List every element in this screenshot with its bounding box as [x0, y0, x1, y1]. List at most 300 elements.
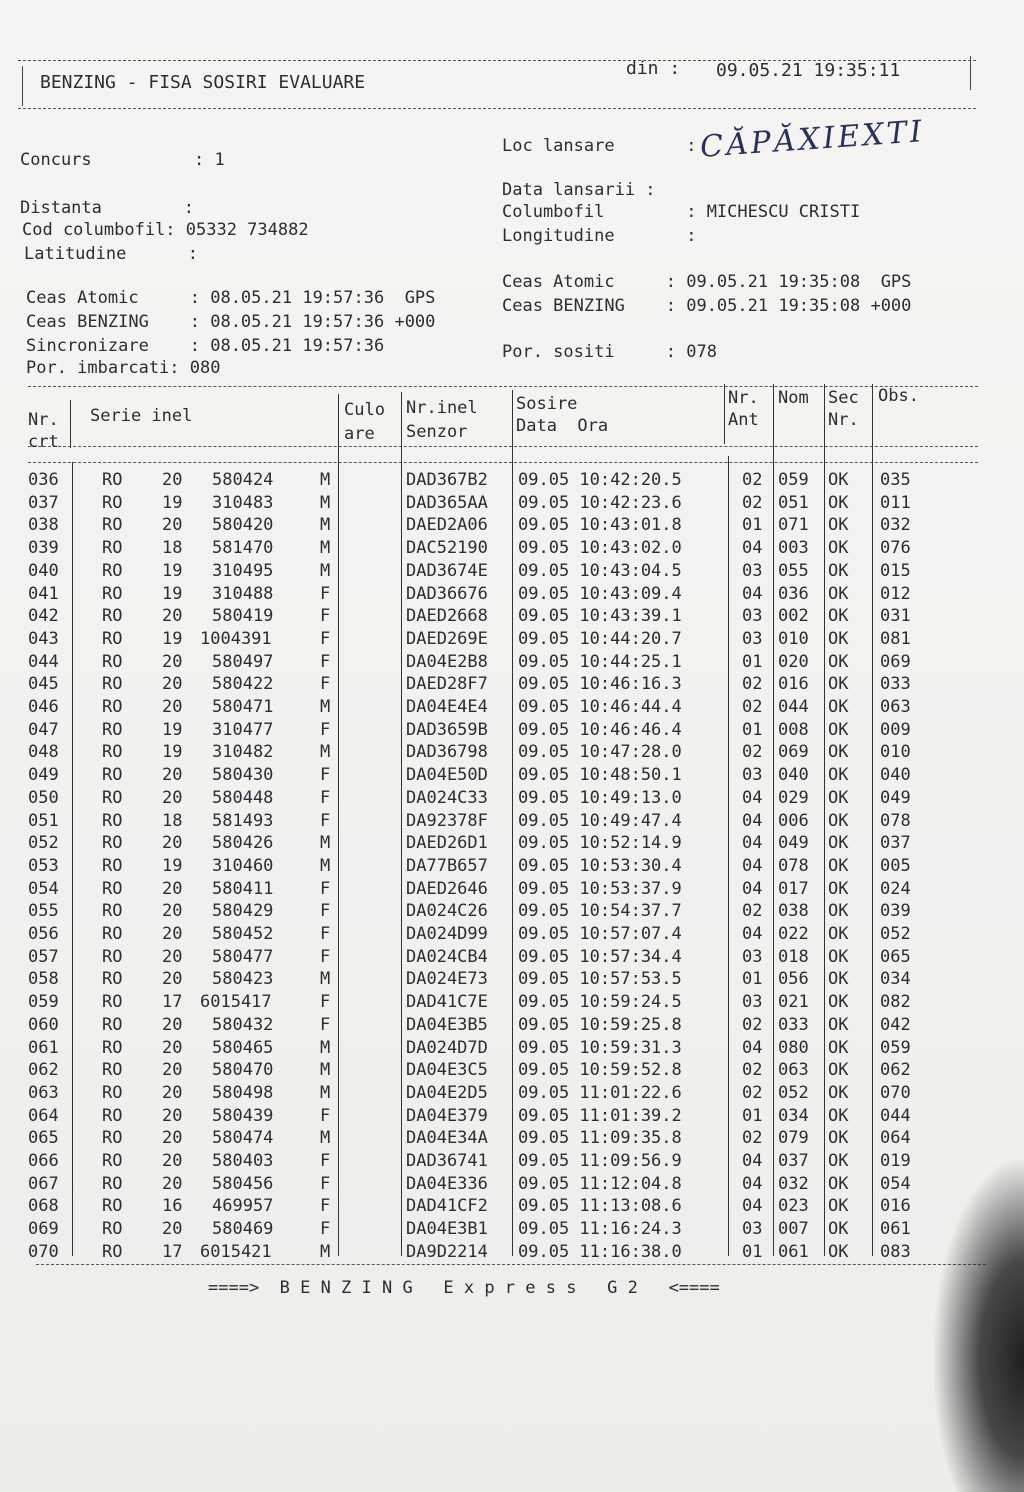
cell-ring: 580465: [212, 1037, 274, 1058]
cell-nr: 065: [28, 1128, 59, 1149]
cell-ant: 02: [742, 492, 763, 513]
cell-ant: 04: [742, 924, 763, 944]
cell-year: 20: [162, 651, 183, 672]
cell-ring: 580470: [212, 1060, 274, 1081]
cell-sec: OK: [828, 878, 849, 899]
cell-ring: 580426: [212, 833, 274, 854]
cell-arrival: 09.05 10:43:09.4: [518, 583, 682, 604]
cell-nom: 061: [778, 1241, 809, 1262]
cell-nom: 021: [778, 992, 809, 1013]
cell-nom: 002: [778, 606, 809, 627]
cell-sex: F: [320, 1173, 331, 1194]
cell-country: RO: [102, 583, 123, 604]
cell-ring: 581493: [212, 810, 274, 831]
ceas-atomic-left: Ceas Atomic : 08.05.21 19:57:36 GPS: [26, 288, 436, 308]
cell-nom: 055: [778, 560, 809, 581]
table-row: [0, 1196, 1000, 1219]
cell-country: RO: [102, 833, 123, 854]
cell-arrival: 09.05 10:57:07.4: [518, 924, 682, 944]
cell-sensor: DAD3659B: [406, 719, 488, 740]
cell-sec: OK: [828, 583, 849, 604]
header-nom: Nom: [778, 388, 809, 408]
cell-sex: M: [320, 1241, 331, 1262]
cell-nr: 048: [28, 742, 59, 763]
cell-sex: F: [320, 719, 331, 740]
cell-nr: 047: [28, 719, 59, 740]
cell-nr: 068: [28, 1196, 59, 1217]
cell-year: 17: [162, 992, 183, 1013]
table-row: [0, 992, 1000, 1015]
cell-ring: 580419: [212, 606, 274, 627]
cell-nr: 061: [28, 1037, 59, 1058]
cell-year: 20: [162, 470, 183, 490]
cell-sensor: DA77B657: [406, 855, 488, 876]
cell-sec: OK: [828, 833, 849, 854]
cell-year: 19: [162, 492, 183, 513]
cell-arrival: 09.05 11:13:08.6: [518, 1196, 682, 1217]
cell-sec: OK: [828, 765, 849, 786]
cell-nom: 044: [778, 697, 809, 717]
cell-sec: OK: [828, 946, 849, 967]
cell-sex: F: [320, 1219, 331, 1240]
cell-obs: 078: [880, 810, 911, 831]
table-row: [0, 947, 1000, 970]
cell-obs: 070: [880, 1082, 911, 1103]
cell-sensor: DAD41CF2: [406, 1196, 488, 1217]
table-row: [0, 788, 1000, 811]
cell-sensor: DA04E50D: [406, 765, 488, 786]
cell-nom: 034: [778, 1105, 809, 1126]
header-culo: Culo: [344, 400, 385, 420]
columbofil-line: Columbofil : MICHESCU CRISTI: [502, 202, 861, 222]
cell-obs: 040: [880, 765, 911, 786]
table-row: [0, 811, 1000, 834]
cell-nom: 080: [778, 1037, 809, 1058]
cell-year: 20: [162, 878, 183, 899]
cell-ring: 469957: [212, 1196, 274, 1217]
cell-ant: 02: [742, 901, 763, 922]
table-row: [0, 1128, 1000, 1151]
cell-year: 18: [162, 810, 183, 831]
cell-sex: M: [320, 742, 331, 763]
cell-obs: 069: [880, 651, 911, 672]
loc-lansare-handwritten: CĂPĂXIEXTI: [699, 114, 926, 165]
cell-arrival: 09.05 10:49:47.4: [518, 810, 682, 831]
cell-year: 19: [162, 583, 183, 604]
cell-year: 20: [162, 1082, 183, 1103]
cell-obs: 031: [880, 606, 911, 627]
cell-sex: F: [320, 924, 331, 944]
cell-obs: 082: [880, 992, 911, 1013]
cell-sensor: DAED2A06: [406, 515, 488, 536]
cell-obs: 061: [880, 1219, 911, 1240]
cell-country: RO: [102, 560, 123, 581]
cell-country: RO: [102, 924, 123, 944]
cell-country: RO: [102, 470, 123, 490]
cell-obs: 064: [880, 1128, 911, 1149]
cell-nom: 051: [778, 492, 809, 513]
cell-nr: 045: [28, 674, 59, 695]
cell-nom: 007: [778, 1219, 809, 1240]
cell-nom: 008: [778, 719, 809, 740]
cell-obs: 063: [880, 697, 911, 717]
cell-nom: 022: [778, 924, 809, 944]
cell-ant: 04: [742, 1037, 763, 1058]
cell-year: 19: [162, 855, 183, 876]
cell-nr: 056: [28, 924, 59, 944]
header-data-ora: Data Ora: [516, 416, 609, 436]
cell-sensor: DA024C26: [406, 901, 488, 922]
cell-sensor: DAED26D1: [406, 833, 488, 854]
cell-sec: OK: [828, 651, 849, 672]
cell-ant: 03: [742, 606, 763, 627]
cell-arrival: 09.05 10:42:20.5: [518, 470, 682, 490]
report-title: BENZING - FISA SOSIRI EVALUARE: [40, 72, 366, 93]
cell-arrival: 09.05 10:47:28.0: [518, 742, 682, 763]
table-row: [0, 901, 1000, 924]
cell-nr: 046: [28, 697, 59, 717]
cell-ant: 02: [742, 742, 763, 763]
header-box-bottom: [18, 108, 976, 109]
cell-year: 20: [162, 674, 183, 695]
cell-nom: 029: [778, 787, 809, 808]
cell-nom: 018: [778, 946, 809, 967]
cell-ant: 04: [742, 878, 763, 899]
cell-sec: OK: [828, 470, 849, 490]
cell-country: RO: [102, 1128, 123, 1149]
cell-sec: OK: [828, 606, 849, 627]
cell-nom: 016: [778, 674, 809, 695]
cell-country: RO: [102, 901, 123, 922]
cell-ant: 02: [742, 1128, 763, 1149]
cell-sex: F: [320, 674, 331, 695]
cell-arrival: 09.05 10:59:24.5: [518, 992, 682, 1013]
cell-ring: 580411: [212, 878, 274, 899]
cell-sensor: DA024CB4: [406, 946, 488, 967]
table-row: [0, 697, 1000, 720]
cell-year: 19: [162, 742, 183, 763]
table-row: [0, 833, 1000, 856]
cell-obs: 015: [880, 560, 911, 581]
cell-ring: 580429: [212, 901, 274, 922]
table-row: [0, 652, 1000, 675]
cell-nr: 038: [28, 515, 59, 536]
cell-sensor: DAD36798: [406, 742, 488, 763]
cell-country: RO: [102, 1082, 123, 1103]
header-senzor: Senzor: [406, 422, 468, 442]
cell-nr: 037: [28, 492, 59, 513]
cell-ring: 6015421: [200, 1241, 272, 1262]
cell-sex: M: [320, 1060, 331, 1081]
cell-sensor: DAD41C7E: [406, 992, 488, 1013]
cod-columbofil-line: Cod columbofil: 05332 734882: [22, 220, 309, 240]
cell-nom: 003: [778, 538, 809, 559]
cell-year: 20: [162, 969, 183, 990]
cell-sec: OK: [828, 969, 849, 990]
cell-sex: F: [320, 878, 331, 899]
cell-nr: 042: [28, 606, 59, 627]
cell-sex: F: [320, 1151, 331, 1171]
cell-nr: 063: [28, 1082, 59, 1103]
cell-sex: M: [320, 1128, 331, 1149]
cell-country: RO: [102, 697, 123, 717]
cell-nr: 041: [28, 583, 59, 604]
cell-sex: M: [320, 538, 331, 559]
cell-ring: 580477: [212, 946, 274, 967]
cell-nom: 063: [778, 1060, 809, 1081]
cell-nom: 017: [778, 878, 809, 899]
cell-arrival: 09.05 10:43:39.1: [518, 606, 682, 627]
cell-country: RO: [102, 742, 123, 763]
cell-sensor: DAED28F7: [406, 674, 488, 695]
cell-obs: 076: [880, 538, 911, 559]
distanta-line: Distanta :: [20, 198, 194, 218]
cell-arrival: 09.05 10:49:13.0: [518, 787, 682, 808]
cell-arrival: 09.05 10:54:37.7: [518, 901, 682, 922]
cell-ant: 04: [742, 855, 763, 876]
header-nrinel: Nr.inel: [406, 398, 478, 418]
cell-year: 20: [162, 924, 183, 944]
cell-ring: 580452: [212, 924, 274, 944]
cell-obs: 035: [880, 470, 911, 490]
cell-obs: 081: [880, 628, 911, 649]
header-serie-inel: Serie inel: [90, 406, 193, 426]
cell-sex: M: [320, 1082, 331, 1103]
header-sosire: Sosire: [516, 394, 578, 414]
cell-ant: 04: [742, 1173, 763, 1194]
cell-nom: 078: [778, 855, 809, 876]
cell-nr: 057: [28, 946, 59, 967]
table-row: [0, 561, 1000, 584]
cell-arrival: 09.05 10:46:16.3: [518, 674, 682, 695]
cell-country: RO: [102, 515, 123, 536]
cell-nr: 066: [28, 1151, 59, 1171]
cell-year: 20: [162, 606, 183, 627]
cell-country: RO: [102, 1196, 123, 1217]
cell-nr: 064: [28, 1105, 59, 1126]
cell-year: 20: [162, 1037, 183, 1058]
din-label: din :: [626, 58, 681, 79]
cell-sec: OK: [828, 1105, 849, 1126]
cell-nom: 059: [778, 470, 809, 490]
cell-ant: 04: [742, 787, 763, 808]
por-sositi-line: Por. sositi : 078: [502, 342, 717, 362]
table-row: [0, 1219, 1000, 1242]
cell-nom: 071: [778, 515, 809, 536]
latitudine-line: Latitudine :: [24, 244, 198, 264]
cell-ant: 02: [742, 470, 763, 490]
table-row: [0, 742, 1000, 765]
cell-ant: 01: [742, 651, 763, 672]
cell-sex: F: [320, 992, 331, 1013]
cell-country: RO: [102, 1060, 123, 1081]
cell-ring: 580456: [212, 1173, 274, 1194]
cell-year: 16: [162, 1196, 183, 1217]
cell-country: RO: [102, 810, 123, 831]
cell-country: RO: [102, 538, 123, 559]
cell-sex: M: [320, 697, 331, 717]
concurs-line: Concurs : 1: [20, 150, 225, 170]
cell-sec: OK: [828, 515, 849, 536]
cell-sex: F: [320, 628, 331, 649]
cell-sex: M: [320, 515, 331, 536]
cell-ring: 310495: [212, 560, 274, 581]
cell-sensor: DAC52190: [406, 538, 488, 559]
cell-sec: OK: [828, 697, 849, 717]
cell-arrival: 09.05 11:01:22.6: [518, 1082, 682, 1103]
cell-sensor: DA024D7D: [406, 1037, 488, 1058]
cell-ant: 02: [742, 1060, 763, 1081]
table-row: [0, 1060, 1000, 1083]
din-value: 09.05.21 19:35:11: [716, 60, 901, 81]
cell-year: 20: [162, 946, 183, 967]
cell-year: 20: [162, 697, 183, 717]
cell-sensor: DA04E379: [406, 1105, 488, 1126]
cell-ant: 01: [742, 515, 763, 536]
cell-year: 17: [162, 1241, 183, 1262]
cell-sec: OK: [828, 855, 849, 876]
cell-sensor: DA04E336: [406, 1173, 488, 1194]
cell-country: RO: [102, 787, 123, 808]
cell-arrival: 09.05 10:43:02.0: [518, 538, 682, 559]
cell-country: RO: [102, 1105, 123, 1126]
cell-ant: 02: [742, 697, 763, 717]
cell-year: 18: [162, 538, 183, 559]
cell-sex: M: [320, 492, 331, 513]
cell-arrival: 09.05 10:52:14.9: [518, 833, 682, 854]
cell-obs: 019: [880, 1151, 911, 1171]
cell-obs: 010: [880, 742, 911, 763]
cell-ring: 581470: [212, 538, 274, 559]
cell-obs: 042: [880, 1014, 911, 1035]
cell-nr: 070: [28, 1241, 59, 1262]
cell-sex: F: [320, 1105, 331, 1126]
cell-nr: 043: [28, 628, 59, 649]
cell-sensor: DAED269E: [406, 628, 488, 649]
cell-country: RO: [102, 855, 123, 876]
table-row: [0, 1151, 1000, 1174]
cell-year: 20: [162, 787, 183, 808]
cell-ant: 03: [742, 1219, 763, 1240]
cell-sec: OK: [828, 787, 849, 808]
cell-sensor: DA024D99: [406, 924, 488, 944]
cell-country: RO: [102, 1219, 123, 1240]
cell-obs: 039: [880, 901, 911, 922]
table-row: [0, 969, 1000, 992]
cell-nr: 067: [28, 1173, 59, 1194]
cell-sensor: DAD3674E: [406, 560, 488, 581]
cell-arrival: 09.05 11:12:04.8: [518, 1173, 682, 1194]
table-row: [0, 879, 1000, 902]
cell-ant: 01: [742, 1105, 763, 1126]
cell-obs: 016: [880, 1196, 911, 1217]
cell-sec: OK: [828, 1060, 849, 1081]
cell-nr: 058: [28, 969, 59, 990]
table-row: [0, 720, 1000, 743]
cell-sex: M: [320, 969, 331, 990]
cell-sec: OK: [828, 810, 849, 831]
table-row: [0, 493, 1000, 516]
cell-year: 20: [162, 1219, 183, 1240]
cell-sensor: DA04E4E4: [406, 697, 488, 717]
cell-sec: OK: [828, 1128, 849, 1149]
cell-sex: M: [320, 470, 331, 490]
cell-nom: 049: [778, 833, 809, 854]
cell-year: 19: [162, 628, 183, 649]
cell-ant: 03: [742, 946, 763, 967]
table-row: [0, 584, 1000, 607]
cell-nr: 052: [28, 833, 59, 854]
cell-ant: 03: [742, 628, 763, 649]
cell-arrival: 09.05 10:46:44.4: [518, 697, 682, 717]
photo-shadow: [934, 1160, 1024, 1492]
cell-arrival: 09.05 11:16:38.0: [518, 1241, 682, 1262]
cell-ring: 580424: [212, 470, 274, 490]
data-lansarii-line: Data lansarii :: [502, 180, 656, 200]
cell-ring: 310488: [212, 583, 274, 604]
cell-obs: 012: [880, 583, 911, 604]
cell-ant: 04: [742, 583, 763, 604]
cell-sec: OK: [828, 1082, 849, 1103]
cell-year: 20: [162, 1128, 183, 1149]
cell-sec: OK: [828, 1196, 849, 1217]
header-ant: Ant: [728, 410, 759, 430]
cell-sensor: DAD36676: [406, 583, 488, 604]
cell-obs: 037: [880, 833, 911, 854]
cell-country: RO: [102, 606, 123, 627]
cell-arrival: 09.05 11:16:24.3: [518, 1219, 682, 1240]
table-row: [0, 538, 1000, 561]
cell-obs: 065: [880, 946, 911, 967]
cell-sensor: DAD365AA: [406, 492, 488, 513]
cell-country: RO: [102, 1037, 123, 1058]
cell-ring: 580403: [212, 1151, 274, 1171]
cell-sec: OK: [828, 719, 849, 740]
cell-ring: 580469: [212, 1219, 274, 1240]
cell-sex: F: [320, 606, 331, 627]
cell-country: RO: [102, 992, 123, 1013]
cell-nom: 079: [778, 1128, 809, 1149]
cell-ant: 02: [742, 674, 763, 695]
header-obs: Obs.: [878, 386, 919, 406]
cell-ant: 02: [742, 1082, 763, 1103]
cell-nom: 040: [778, 765, 809, 786]
cell-ring: 580432: [212, 1014, 274, 1035]
header-nr-ant: Nr.: [728, 388, 759, 408]
cell-obs: 033: [880, 674, 911, 695]
cell-nr: 044: [28, 651, 59, 672]
cell-ring: 580439: [212, 1105, 274, 1126]
cell-year: 20: [162, 1173, 183, 1194]
cell-nom: 020: [778, 651, 809, 672]
cell-nom: 038: [778, 901, 809, 922]
cell-nom: 052: [778, 1082, 809, 1103]
cell-sec: OK: [828, 1151, 849, 1171]
cell-obs: 011: [880, 492, 911, 513]
cell-ant: 02: [742, 1014, 763, 1035]
cell-sensor: DA04E2B8: [406, 651, 488, 672]
cell-obs: 009: [880, 719, 911, 740]
table-row: [0, 629, 1000, 652]
cell-ring: 580430: [212, 765, 274, 786]
cell-sensor: DA04E3B5: [406, 1014, 488, 1035]
cell-sec: OK: [828, 1014, 849, 1035]
cell-sensor: DA024C33: [406, 787, 488, 808]
cell-sec: OK: [828, 742, 849, 763]
table-row: [0, 1106, 1000, 1129]
cell-obs: 044: [880, 1105, 911, 1126]
cell-nr: 051: [28, 810, 59, 831]
